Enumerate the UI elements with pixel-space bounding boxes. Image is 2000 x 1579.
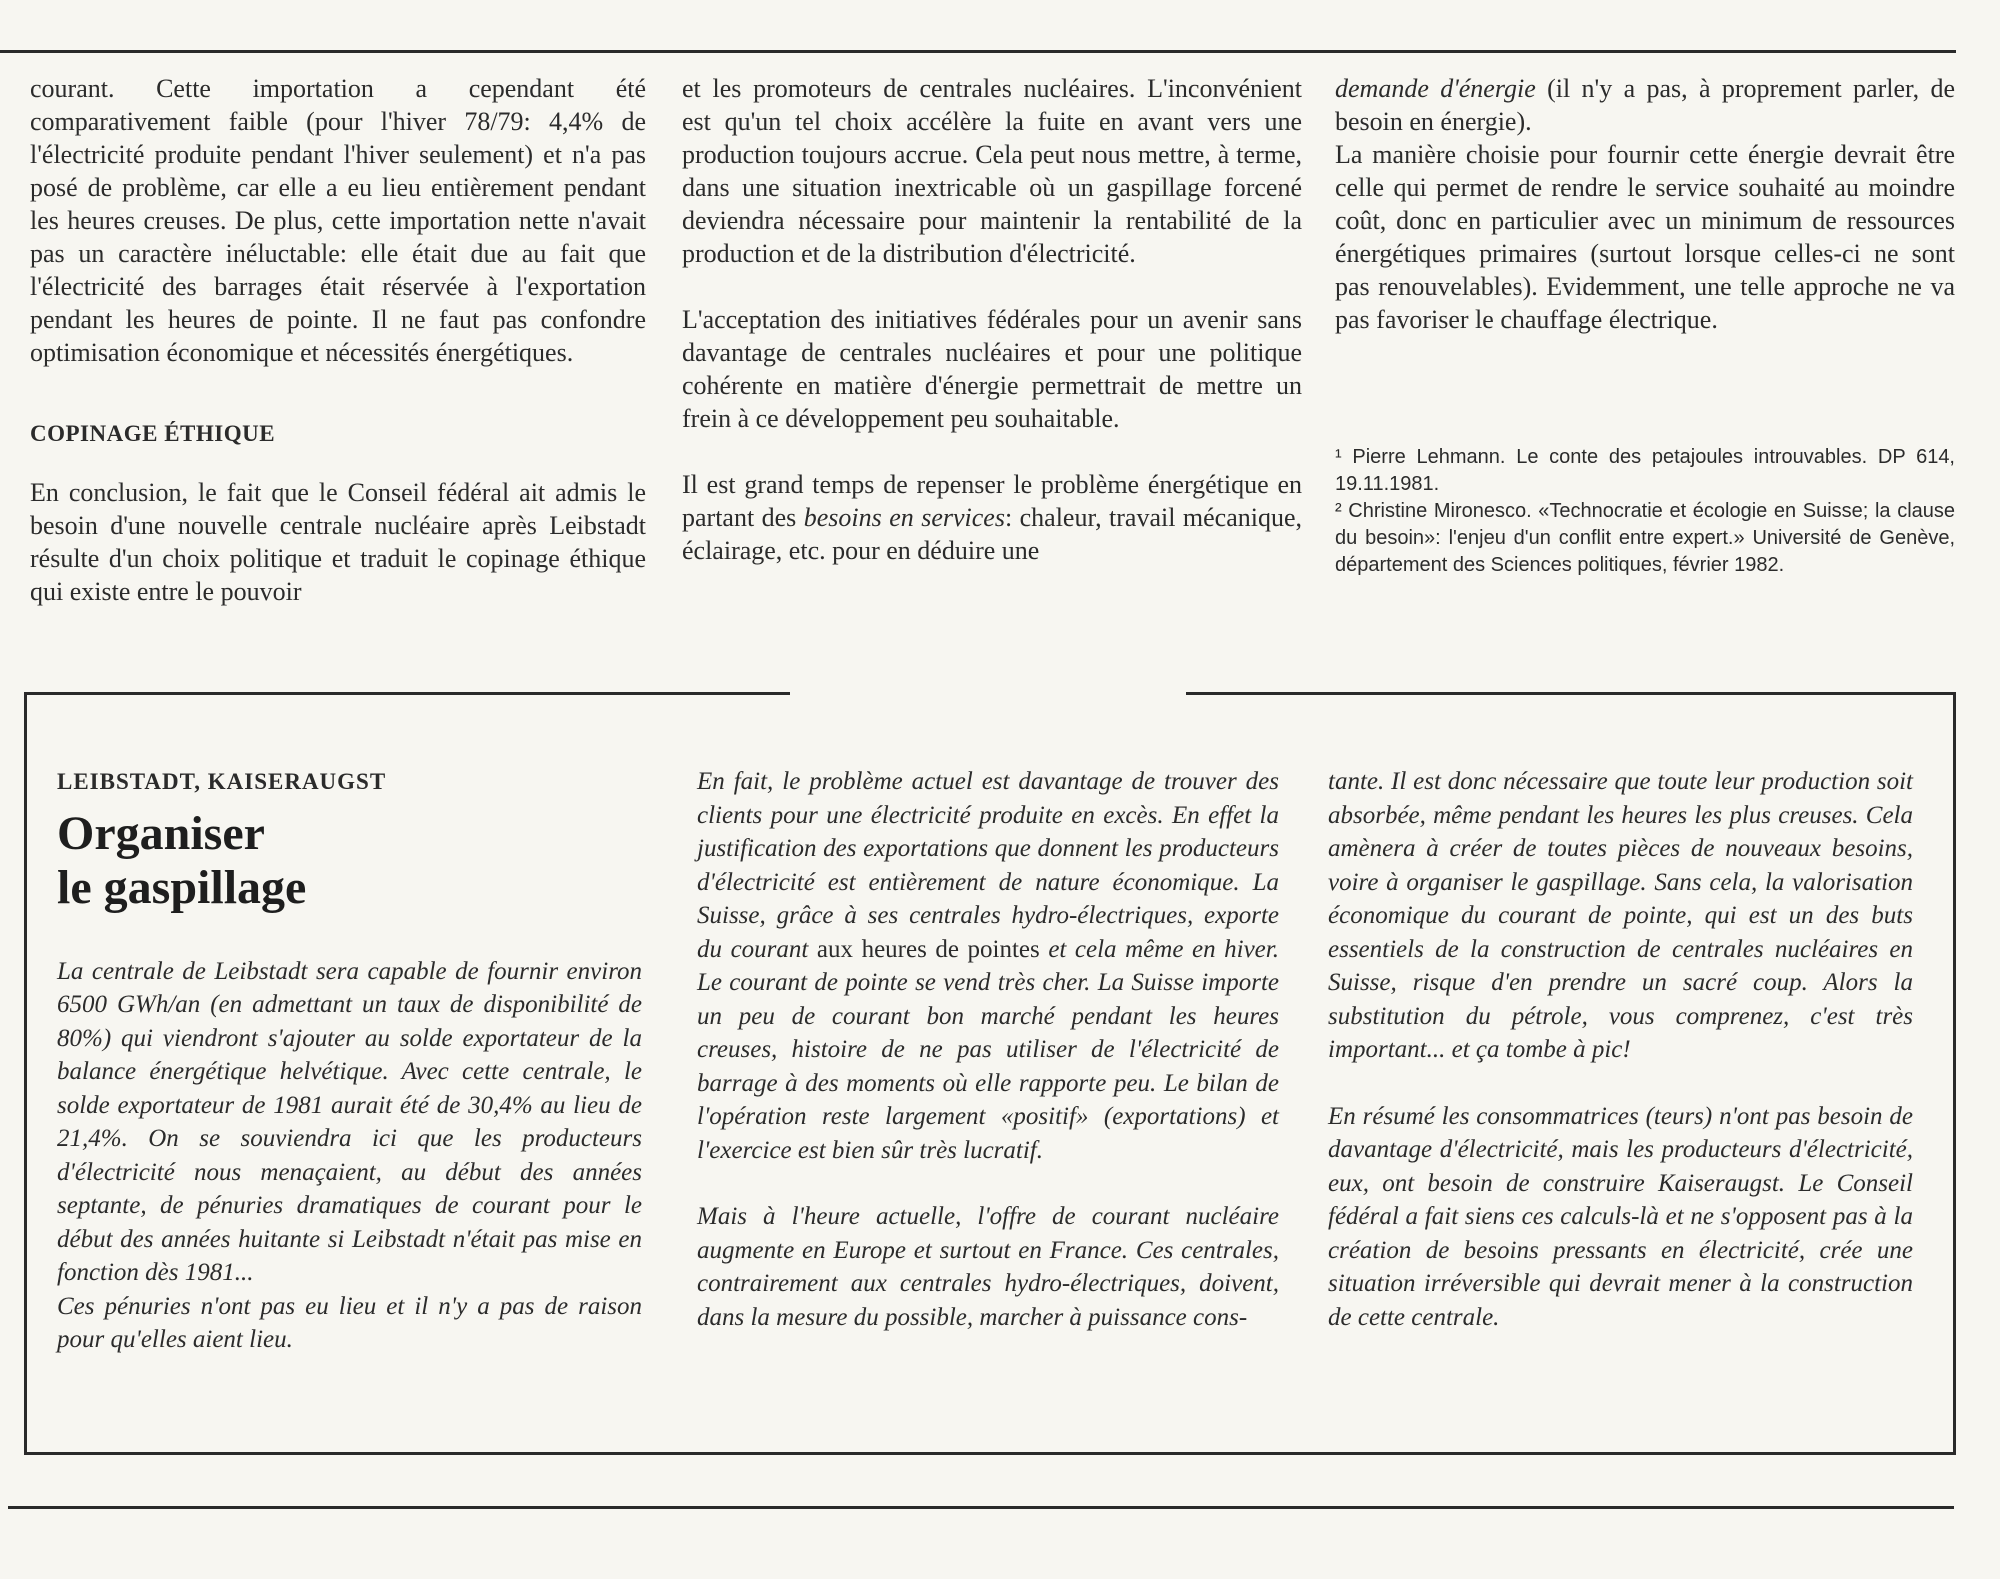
italic-phrase: demande d'énergie: [1335, 74, 1536, 103]
italic-phrase: besoins en services: [803, 503, 1005, 532]
box-right-border: [1953, 692, 1956, 1454]
bottom-rule: [8, 1506, 1954, 1509]
box-title: [57, 807, 642, 915]
box-column-2: [697, 765, 1279, 1334]
text-run: : chaleur, travail mécanique, éclairage, etc. pour en déduire une: [682, 503, 1302, 565]
title-line-1: Organiser: [57, 806, 265, 860]
paragraph: Mais à l'heure actuelle, l'offre de courant nucléaire augmente en Europe et surtout en France. Ces centrales, contrairement aux centrales hydro-électriques, doivent, dans la mesure du possible, marcher à puissance cons-: [697, 1203, 1279, 1331]
paragraph: En conclusion, le fait que le Conseil fédéral ait admis le besoin d'une nouvelle centrale nucléaire après Leibstadt résulte d'un choix politique et traduit le copinage éthique qui existe entre le pouvoir: [30, 478, 646, 606]
section-heading: COPINAGE ÉTHIQUE: [30, 421, 276, 446]
paragraph: [682, 468, 1302, 567]
text-run: (il n'y a pas, à proprement parler, de besoin en énergie).: [1335, 74, 1955, 136]
paragraph: En résumé les consommatrices (teurs) n'ont pas besoin de davantage d'électricité, mais les producteurs d'électricité, eux, ont besoin de construire Kaiseraugst. Le Conseil fédéral a fait siens ces calculs-là et ne s'opposent pas à la création de besoins pressants en électricité, crée une situation irréversible qui devrait mener à la construction de cette centrale.: [1328, 1102, 1913, 1331]
box-column-1: [57, 765, 642, 1357]
footnote-1: ¹ Pierre Lehmann. Le conte des petajoules introuvables. DP 614, 19.11.1981.: [1335, 446, 1955, 495]
text-run: Il est grand temps de repenser le problème énergétique en partant des: [682, 470, 1302, 532]
footnote-2: ² Christine Mironesco. «Technocratie et écologie en Suisse; la clause du besoin»: l'enjeu d'un conflit entre expert.» Université de Genève, département des Sciences politiques, février 1982.: [1335, 500, 1955, 576]
title-line-2: le gaspillage: [57, 860, 307, 914]
box-top-rule-left: [26, 692, 790, 695]
upright-phrase: aux heures de pointes: [808, 935, 1049, 963]
paragraph: et les promoteurs de centrales nucléaires. L'inconvénient est qu'un tel choix accélère la fuite en avant vers une production toujours accrue. Cela peut nous mettre, à terme, dans une situation inextricable où un gaspillage forcené deviendra nécessaire pour maintenir la rentabilité de la production et de la distribution d'électricité.: [682, 74, 1302, 268]
footnotes: [1335, 444, 1955, 579]
text-run: et cela même en hiver. Le courant de pointe se vend très cher. La Suisse importe un peu de courant bon marché pendant les heures creuses, histoire de ne pas utiliser de l'électricité de barrage à des moments où elle rapporte peu. Le bilan de l'opération reste largement «positif» (exportations) et l'exercice est bien sûr très lucratif.: [697, 935, 1279, 1164]
box-bottom-border: [24, 1452, 1956, 1455]
paragraph: tante. Il est donc nécessaire que toute leur production soit absorbée, même pendant les heures les plus creuses. Cela amènera à créer de toutes pièces de nouveaux besoins, voire à organiser le gaspillage. Sans cela, la valorisation économique du courant de pointe, qui est un des buts essentiels de la construction de centrales nucléaires en Suisse, risque d'en prendre un sacré coup. Alors la substitution du pétrole, vous comprenez, c'est très important... et ça tombe à pic!: [1328, 768, 1913, 1063]
paragraph: Ces pénuries n'ont pas eu lieu et il n'y a pas de raison pour qu'elles aient lieu.: [57, 1292, 642, 1353]
paragraph: courant. Cette importation a cependant été comparativement faible (pour l'hiver 78/79: 4,4% de l'électricité produite pendant l'hiver seulement) et n'a pas posé de problème, car elle a eu lieu entièrement pendant les heures creuses. De plus, cette importation nette n'avait pas un caractère inéluctable: elle était due au fait que l'électricité des barrages était réservée à l'exportation pendant les heures de pointe. Il ne faut pas confondre optimisation économique et nécessités énergétiques.: [30, 74, 646, 367]
article-column-2: [682, 72, 1302, 567]
text-run: En fait, le problème actuel est davantage de trouver des clients pour une électricité produite en excès. En effet la justification des exportations que donnent les producteurs d'électricité est entièrement de nature économique. La Suisse, grâce à ses centrales hydro-électriques, exporte du courant: [697, 768, 1279, 963]
box-top-rule-right: [1186, 692, 1956, 695]
box-column-3: [1328, 765, 1913, 1334]
paragraph: [697, 765, 1279, 1167]
box-kicker: LEIBSTADT, KAISERAUGST: [57, 769, 387, 794]
article-column-1: [30, 72, 646, 608]
paragraph: L'acceptation des initiatives fédérales pour un avenir sans davantage de centrales nucléaires et pour une politique cohérente en matière d'énergie permettrait de mettre un frein à ce développement peu souhaitable.: [682, 305, 1302, 433]
paragraph: La centrale de Leibstadt sera capable de fournir environ 6500 GWh/an (en admettant un taux de disponibilité de 80%) qui viendront s'ajouter au solde exportateur de la balance énergétique helvétique. Avec cette centrale, le solde exportateur de 1981 aurait été de 30,4% au lieu de 21,4%. On se souviendra ici que les producteurs d'électricité nous menaçaient, au début des années septante, de pénuries dramatiques de courant pour le début des années huitante si Leibstadt n'était pas mise en fonction dès 1981...: [57, 957, 642, 1286]
article-column-3: [1335, 72, 1955, 579]
box-left-border: [24, 692, 27, 1454]
top-rule: [0, 50, 1956, 53]
paragraph: [1335, 72, 1955, 138]
paragraph: La manière choisie pour fournir cette énergie devrait être celle qui permet de rendre le service souhaité au moindre coût, donc en particulier avec un minimum de ressources énergétiques primaires (surtout lorsque celles-ci ne sont pas renouvelables). Evidemment, une telle approche ne va pas favoriser le chauffage électrique.: [1335, 140, 1955, 334]
